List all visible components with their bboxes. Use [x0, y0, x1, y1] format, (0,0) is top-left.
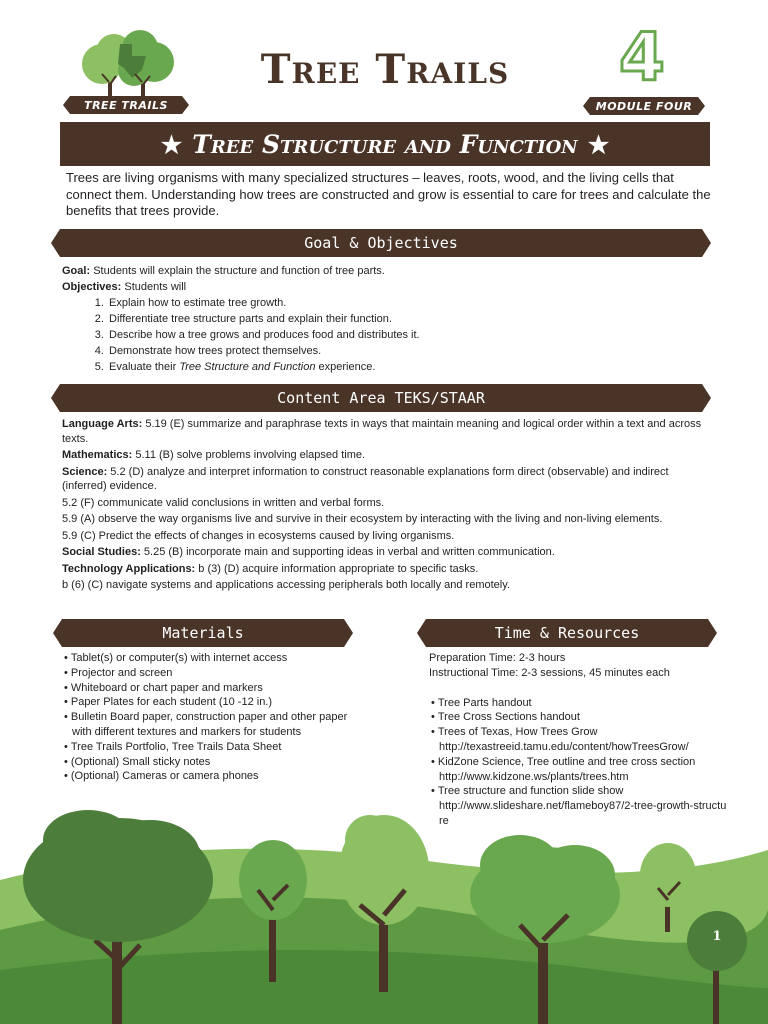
resource-link[interactable]: http://www.kidzone.ws/plants/trees.htm: [439, 770, 629, 783]
teks-line: 5.2 (F) communicate valid conclusions in written and verbal forms.: [62, 496, 385, 509]
resource-item: • Tree structure and function slide show http://www.slideshare.net/flameboy87/2-tree-growth-structure: [429, 784, 729, 828]
material-item: • Bulletin Board paper, construction paper and other paper with different textures and markers for students: [62, 710, 352, 740]
module-number: 4: [619, 19, 665, 96]
material-item: • Whiteboard or chart paper and markers: [62, 681, 352, 696]
materials-list: [62, 651, 352, 784]
teks-heading-text: Content Area TEKS/STAAR: [277, 389, 485, 407]
goal-label: Goal:: [62, 265, 91, 277]
goals-heading: [60, 229, 702, 257]
objectives-label: Objectives:: [62, 281, 122, 293]
resource-link[interactable]: http://texastreeid.tamu.edu/content/howTreesGrow/: [439, 740, 689, 753]
resource-item: • Tree Cross Sections handout: [429, 710, 729, 725]
time-heading-text: Time & Resources: [494, 624, 640, 642]
teks-line: b (6) (C) navigate systems and applications accessing peripherals both locally and remotely.: [62, 579, 510, 591]
teks-line: Mathematics: 5.11 (B) solve problems involving elapsed time.: [62, 449, 366, 461]
resource-link[interactable]: http://www.slideshare.net/flameboy87/2-tree-growth-structure: [439, 800, 727, 827]
objectives-line: [62, 279, 712, 295]
objective-item: 2. Differentiate tree structure parts and explain their function.: [107, 311, 712, 327]
intro-paragraph: Trees are living organisms with many specialized structures – leaves, roots, wood, and the living cells that connect them. Understanding how trees are constructed and grow is essential to care for trees and calculate the benefits that trees provide.: [66, 170, 711, 218]
page-number: 1: [712, 929, 722, 944]
materials-heading-text: Materials: [162, 624, 244, 642]
instructional-time: Instructional Time: 2-3 sessions, 45 minutes each: [429, 666, 670, 679]
material-item: • (Optional) Small sticky notes: [62, 755, 352, 770]
resource-item: • KidZone Science, Tree outline and tree cross section http://www.kidzone.ws/plants/trees.htm: [429, 755, 729, 785]
objectives-list: [107, 295, 712, 375]
module-ribbon: MODULE FOUR: [590, 97, 698, 115]
goals-section: [62, 263, 712, 375]
goals-heading-text: Goal & Objectives: [304, 234, 458, 252]
material-item: • (Optional) Cameras or camera phones: [62, 769, 352, 784]
objectives-text: Students will: [124, 281, 187, 293]
materials-heading: [62, 619, 344, 647]
module-title-banner: [60, 122, 710, 166]
goal-line: [62, 263, 712, 279]
objective-item: 4. Demonstrate how trees protect themselves.: [107, 343, 712, 359]
time-heading: [426, 619, 708, 647]
teks-heading: [60, 384, 702, 412]
materials-section: [62, 651, 352, 784]
objective-item: 1. Explain how to estimate tree growth.: [107, 295, 712, 311]
material-item: • Tree Trails Portfolio, Tree Trails Data Sheet: [62, 740, 352, 755]
goal-text: Students will explain the structure and function of tree parts.: [93, 265, 385, 277]
forest-landscape-illustration: [0, 800, 768, 1024]
resource-item: • Trees of Texas, How Trees Grow http://texastreeid.tamu.edu/content/howTreesGrow/: [429, 725, 729, 755]
material-item: • Projector and screen: [62, 666, 352, 681]
prep-time: Preparation Time: 2-3 hours: [429, 652, 566, 664]
objective-item: 5. Evaluate their Tree Structure and Function experience.: [107, 359, 712, 375]
teks-section: [62, 417, 712, 595]
teks-line: 5.9 (C) Predict the effects of changes in ecosystems caused by living organisms.: [62, 529, 455, 542]
resource-item: • Tree Parts handout: [429, 696, 729, 711]
star-icon: ★: [587, 129, 610, 159]
star-icon: ★: [160, 129, 183, 159]
objective-item: 3. Describe how a tree grows and produces food and distributes it.: [107, 327, 712, 343]
teks-line: Language Arts: 5.19 (E) summarize and paraphrase texts in ways that maintain meaning and logical order within a text and across texts.: [62, 418, 702, 445]
material-item: • Paper Plates for each student (10 -12 in.): [62, 695, 352, 710]
module-title: Tree Structure and Function: [192, 129, 578, 159]
teks-line: 5.9 (A) observe the way organisms live and survive in their ecosystem by interacting with the living and non-living elements.: [62, 513, 663, 525]
teks-line: Technology Applications: b (3) (D) acquire information appropriate to specific tasks.: [62, 562, 479, 575]
page-title: Tree Trails: [260, 46, 510, 93]
teks-line: Science: 5.2 (D) analyze and interpret information to construct reasonable explanations form direct (observable) and indirect (inferred) evidence.: [62, 465, 669, 492]
teks-line: Social Studies: 5.25 (B) incorporate main and supporting ideas in verbal and written communication.: [62, 546, 555, 558]
material-item: • Tablet(s) or computer(s) with internet access: [62, 651, 352, 666]
logo-ribbon: TREE TRAILS: [70, 96, 182, 114]
